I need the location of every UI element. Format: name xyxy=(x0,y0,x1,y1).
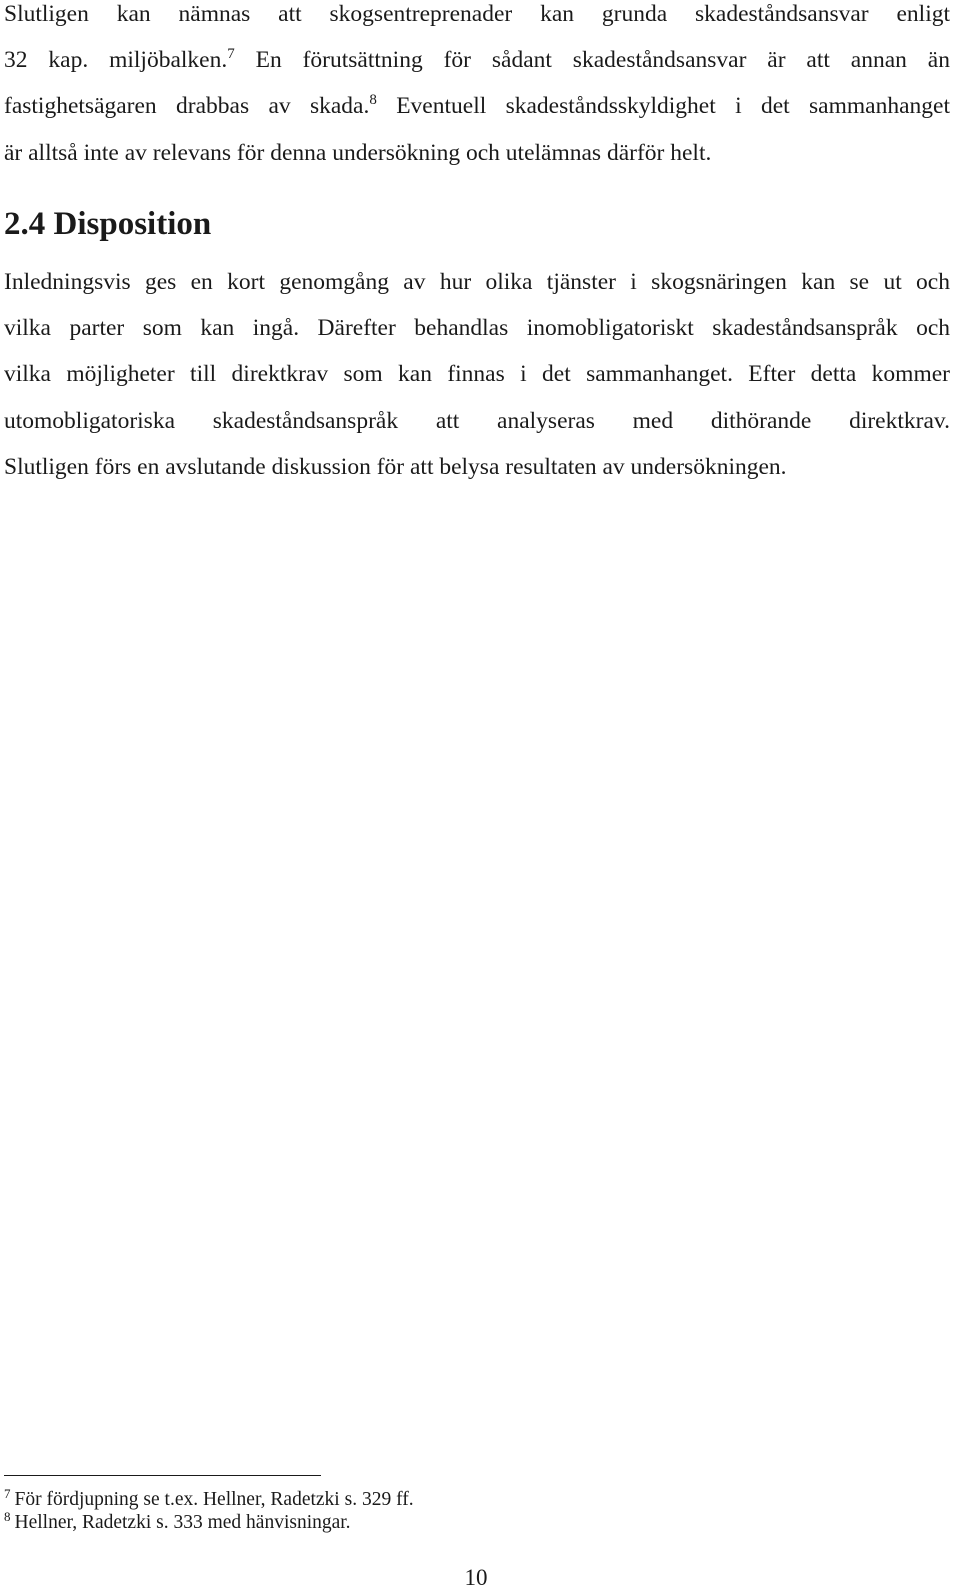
footnote-number: 7 xyxy=(4,1486,11,1501)
line-text: Eventuell skadeståndsskyldighet i det sammanhanget xyxy=(376,93,950,120)
paragraph-line: utomobligatoriska skadeståndsanspråk att analyseras med dithörande direktkrav. xyxy=(4,407,950,434)
paragraph-line: vilka parter som kan ingå. Därefter behandlas inomobligatoriskt skadeståndsanspråk och xyxy=(4,315,950,342)
paragraph-line: vilka möjligheter till direktkrav som kan finnas i det sammanhanget. Efter detta kommer xyxy=(4,361,950,388)
footnote-text: För fördjupning se t.ex. Hellner, Radetzki s. 329 ff. xyxy=(14,1489,414,1510)
footnote-separator xyxy=(4,1475,321,1476)
paragraph-line: Slutligen kan nämnas att skogsentreprenader kan grunda skadeståndsansvar enligt xyxy=(4,1,950,27)
footnotes xyxy=(4,1488,414,1534)
line-text: fastighetsägaren drabbas av skada. xyxy=(4,93,370,120)
paragraph-line: är alltså inte av relevans för denna undersökning och utelämnas därför helt. xyxy=(4,139,712,166)
paragraph-line: Slutligen förs en avslutande diskussion för att belysa resultaten av undersökningen. xyxy=(4,453,787,480)
line-text: 32 kap. miljöbalken. xyxy=(4,47,228,74)
footnote-text: Hellner, Radetzki s. 333 med hänvisningar. xyxy=(14,1512,351,1533)
paragraph-disposition xyxy=(4,259,950,490)
paragraph-line xyxy=(4,83,950,129)
footnote-ref-7[interactable]: 7 xyxy=(227,46,235,63)
page-number: 10 xyxy=(464,1565,488,1590)
footnote-ref-8[interactable]: 8 xyxy=(369,92,377,109)
paragraph-line: Inledningsvis ges en kort genomgång av hur olika tjänster i skogsnäringen kan se ut och xyxy=(4,269,950,295)
paragraph-line xyxy=(4,37,950,83)
footnote-number: 8 xyxy=(4,1509,11,1524)
footnote-8 xyxy=(4,1511,414,1534)
section-heading: 2.4 Disposition xyxy=(4,206,212,242)
footnote-7 xyxy=(4,1488,414,1511)
line-text: En förutsättning för sådant skadeståndsansvar är att annan än xyxy=(234,47,950,74)
paragraph-liability xyxy=(4,0,950,176)
